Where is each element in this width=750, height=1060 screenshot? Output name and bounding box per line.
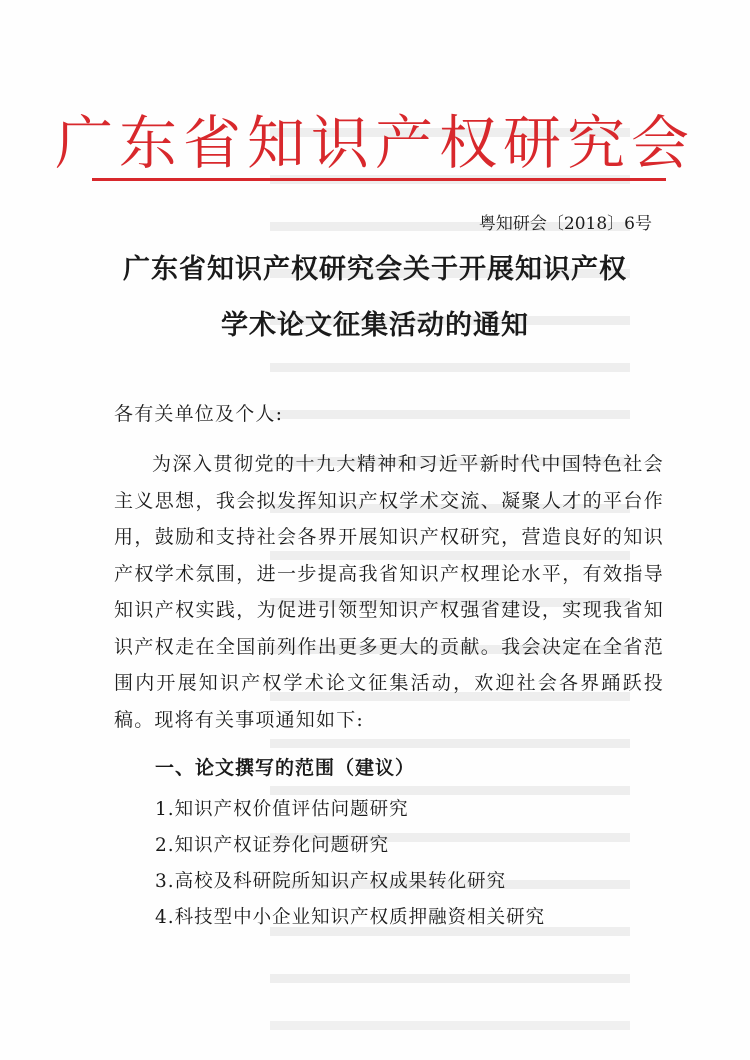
document-number: 粤知研会〔2018〕6号: [478, 214, 652, 234]
salutation: 各有关单位及个人:: [114, 403, 284, 425]
topic-list: [155, 792, 545, 936]
letterhead-red-rule: [92, 178, 666, 181]
document-title-line-2: 学术论文征集活动的通知: [221, 310, 529, 341]
list-item: 4.科技型中小企业知识产权质押融资相关研究: [155, 907, 546, 928]
list-item: 1.知识产权价值评估问题研究: [155, 799, 409, 820]
document-title-line-1: 广东省知识产权研究会关于开展知识产权: [123, 254, 627, 285]
list-item: 3.高校及科研院所知识产权成果转化研究: [155, 871, 507, 892]
organization-letterhead: 广东省知识产权研究会: [54, 109, 695, 177]
list-item: 2.知识产权证券化问题研究: [155, 835, 390, 856]
section-heading-scope: 一、论文撰写的范围（建议）: [155, 757, 416, 779]
body-paragraph: 为深入贯彻党的十九大精神和习近平新时代中国特色社会主义思想，我会拟发挥知识产权学术交流、凝聚人才的平台作用，鼓励和支持社会各界开展知识产权研究，营造良好的知识产权学术氛围，进一步提高我省知识产权理论水平，有效指导知识产权实践，为促进引领型知识产权强省建设，实现我省知识产权走在全国前列作出更多更大的贡献。我会决定在全省范围内开展知识产权学术论文征集活动，欢迎社会各界踊跃投稿。现将有关事项通知如下:: [114, 453, 664, 731]
